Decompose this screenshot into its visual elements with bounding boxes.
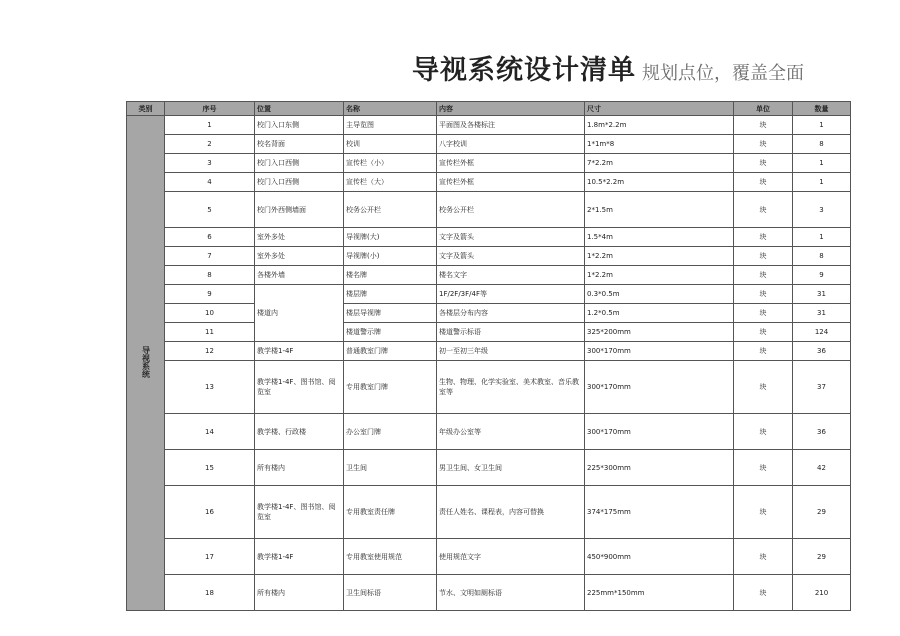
cell-unit: 块 [734, 486, 793, 539]
cell-name: 校训 [344, 135, 437, 154]
page-title [412, 48, 804, 87]
cell-unit: 块 [734, 228, 793, 247]
cell-unit: 块 [734, 414, 793, 450]
cell-location: 教学楼、行政楼 [255, 414, 344, 450]
cell-location: 教学楼1-4F、图书馆、阅览室 [255, 486, 344, 539]
cell-size: 1.2*0.5m [585, 304, 734, 323]
cell-name: 专用教室门牌 [344, 361, 437, 414]
table-row [127, 173, 851, 192]
table-row [127, 247, 851, 266]
cell-size: 225mm*150mm [585, 575, 734, 611]
cell-content: 宣传栏外框 [437, 173, 585, 192]
cell-location: 校门入口西侧 [255, 154, 344, 173]
cell-unit: 块 [734, 116, 793, 135]
cell-size: 1*2.2m [585, 247, 734, 266]
cell-size: 225*300mm [585, 450, 734, 486]
table-row [127, 414, 851, 450]
cell-location: 校门外西侧墙面 [255, 192, 344, 228]
cell-no: 18 [165, 575, 255, 611]
cell-unit: 块 [734, 173, 793, 192]
cell-content: 年级办公室等 [437, 414, 585, 450]
cell-no: 9 [165, 285, 255, 304]
cell-size: 300*170mm [585, 414, 734, 450]
table-row [127, 575, 851, 611]
header-location: 位置 [255, 102, 344, 116]
cell-content: 1F/2F/3F/4F等 [437, 285, 585, 304]
cell-name: 楼层导视牌 [344, 304, 437, 323]
table-row [127, 323, 851, 342]
cell-unit: 块 [734, 323, 793, 342]
cell-no: 10 [165, 304, 255, 323]
cell-content: 文字及箭头 [437, 228, 585, 247]
title-main: 导视系统设计清单 [412, 55, 636, 86]
cell-location: 各楼外墙 [255, 266, 344, 285]
cell-no: 6 [165, 228, 255, 247]
table-header-row [127, 102, 851, 116]
cell-location: 校门入口东侧 [255, 116, 344, 135]
cell-size: 1.5*4m [585, 228, 734, 247]
cell-size: 10.5*2.2m [585, 173, 734, 192]
cell-content: 平面图及各楼标注 [437, 116, 585, 135]
cell-name: 办公室门牌 [344, 414, 437, 450]
cell-name: 主导览图 [344, 116, 437, 135]
table-row [127, 361, 851, 414]
cell-qty: 210 [793, 575, 851, 611]
category-label: 导视系统 [141, 345, 151, 378]
category-cell [127, 116, 165, 611]
cell-size: 450*900mm [585, 539, 734, 575]
cell-location: 室外多处 [255, 247, 344, 266]
cell-location: 所有楼内 [255, 575, 344, 611]
table-row [127, 486, 851, 539]
table-row [127, 116, 851, 135]
cell-unit: 块 [734, 285, 793, 304]
title-sub: 规划点位，覆盖全面 [642, 63, 804, 84]
cell-location: 教学楼1-4F [255, 539, 344, 575]
table-row [127, 135, 851, 154]
cell-location: 校门入口西侧 [255, 173, 344, 192]
cell-qty: 31 [793, 304, 851, 323]
cell-content: 初一至初三年级 [437, 342, 585, 361]
cell-no: 4 [165, 173, 255, 192]
table-row [127, 154, 851, 173]
cell-content: 生物、物理、化学实验室、美术教室、音乐教室等 [437, 361, 585, 414]
cell-no: 8 [165, 266, 255, 285]
cell-no: 15 [165, 450, 255, 486]
table-row [127, 342, 851, 361]
cell-size: 374*175mm [585, 486, 734, 539]
cell-qty: 1 [793, 173, 851, 192]
cell-name: 导视牌(大) [344, 228, 437, 247]
cell-size: 1*2.2m [585, 266, 734, 285]
signage-table [126, 101, 851, 611]
cell-size: 2*1.5m [585, 192, 734, 228]
cell-qty: 1 [793, 154, 851, 173]
cell-qty: 1 [793, 116, 851, 135]
cell-name: 楼道警示牌 [344, 323, 437, 342]
cell-no: 11 [165, 323, 255, 342]
cell-content: 责任人姓名、课程表，内容可替换 [437, 486, 585, 539]
cell-name: 卫生间标语 [344, 575, 437, 611]
table-row [127, 285, 851, 304]
cell-size: 1*1m*8 [585, 135, 734, 154]
cell-content: 各楼层分布内容 [437, 304, 585, 323]
cell-name: 校务公开栏 [344, 192, 437, 228]
cell-location: 校名背面 [255, 135, 344, 154]
cell-unit: 块 [734, 192, 793, 228]
header-unit: 单位 [734, 102, 793, 116]
cell-content: 宣传栏外框 [437, 154, 585, 173]
cell-qty: 3 [793, 192, 851, 228]
cell-no: 5 [165, 192, 255, 228]
cell-name: 宣传栏（大） [344, 173, 437, 192]
header-content: 内容 [437, 102, 585, 116]
cell-name: 专用教室责任牌 [344, 486, 437, 539]
cell-no: 17 [165, 539, 255, 575]
cell-no: 12 [165, 342, 255, 361]
cell-unit: 块 [734, 361, 793, 414]
cell-content: 校务公开栏 [437, 192, 585, 228]
cell-unit: 块 [734, 304, 793, 323]
table-row [127, 192, 851, 228]
cell-no: 13 [165, 361, 255, 414]
cell-qty: 29 [793, 539, 851, 575]
cell-qty: 42 [793, 450, 851, 486]
cell-location: 楼道内 [255, 285, 344, 342]
cell-content: 楼名文字 [437, 266, 585, 285]
cell-size: 300*170mm [585, 342, 734, 361]
cell-content: 楼道警示标语 [437, 323, 585, 342]
header-qty: 数量 [793, 102, 851, 116]
cell-qty: 1 [793, 228, 851, 247]
cell-size: 325*200mm [585, 323, 734, 342]
table-row [127, 266, 851, 285]
table-row [127, 450, 851, 486]
cell-size: 300*170mm [585, 361, 734, 414]
header-category: 类别 [127, 102, 165, 116]
cell-unit: 块 [734, 135, 793, 154]
cell-name: 普通教室门牌 [344, 342, 437, 361]
table-row [127, 304, 851, 323]
header-size: 尺寸 [585, 102, 734, 116]
cell-qty: 8 [793, 247, 851, 266]
header-name: 名称 [344, 102, 437, 116]
cell-qty: 36 [793, 342, 851, 361]
cell-no: 7 [165, 247, 255, 266]
cell-content: 使用规范文字 [437, 539, 585, 575]
cell-size: 1.8m*2.2m [585, 116, 734, 135]
cell-no: 3 [165, 154, 255, 173]
cell-location: 所有楼内 [255, 450, 344, 486]
cell-content: 八字校训 [437, 135, 585, 154]
cell-qty: 8 [793, 135, 851, 154]
cell-content: 文字及箭头 [437, 247, 585, 266]
cell-qty: 37 [793, 361, 851, 414]
cell-location: 教学楼1-4F [255, 342, 344, 361]
cell-unit: 块 [734, 154, 793, 173]
cell-unit: 块 [734, 575, 793, 611]
cell-unit: 块 [734, 266, 793, 285]
header-no: 序号 [165, 102, 255, 116]
cell-size: 0.3*0.5m [585, 285, 734, 304]
cell-name: 楼层牌 [344, 285, 437, 304]
cell-unit: 块 [734, 342, 793, 361]
cell-qty: 9 [793, 266, 851, 285]
cell-no: 1 [165, 116, 255, 135]
cell-size: 7*2.2m [585, 154, 734, 173]
cell-name: 卫生间 [344, 450, 437, 486]
cell-no: 2 [165, 135, 255, 154]
cell-no: 16 [165, 486, 255, 539]
cell-qty: 36 [793, 414, 851, 450]
table-row [127, 228, 851, 247]
cell-location: 教学楼1-4F、图书馆、阅览室 [255, 361, 344, 414]
cell-name: 导视牌(小) [344, 247, 437, 266]
cell-unit: 块 [734, 450, 793, 486]
cell-unit: 块 [734, 247, 793, 266]
cell-unit: 块 [734, 539, 793, 575]
cell-name: 宣传栏（小） [344, 154, 437, 173]
cell-no: 14 [165, 414, 255, 450]
table-row [127, 539, 851, 575]
cell-qty: 29 [793, 486, 851, 539]
cell-qty: 124 [793, 323, 851, 342]
cell-name: 楼名牌 [344, 266, 437, 285]
cell-content: 节水、文明如厕标语 [437, 575, 585, 611]
cell-qty: 31 [793, 285, 851, 304]
cell-name: 专用教室使用规范 [344, 539, 437, 575]
cell-location: 室外多处 [255, 228, 344, 247]
cell-content: 男卫生间、女卫生间 [437, 450, 585, 486]
